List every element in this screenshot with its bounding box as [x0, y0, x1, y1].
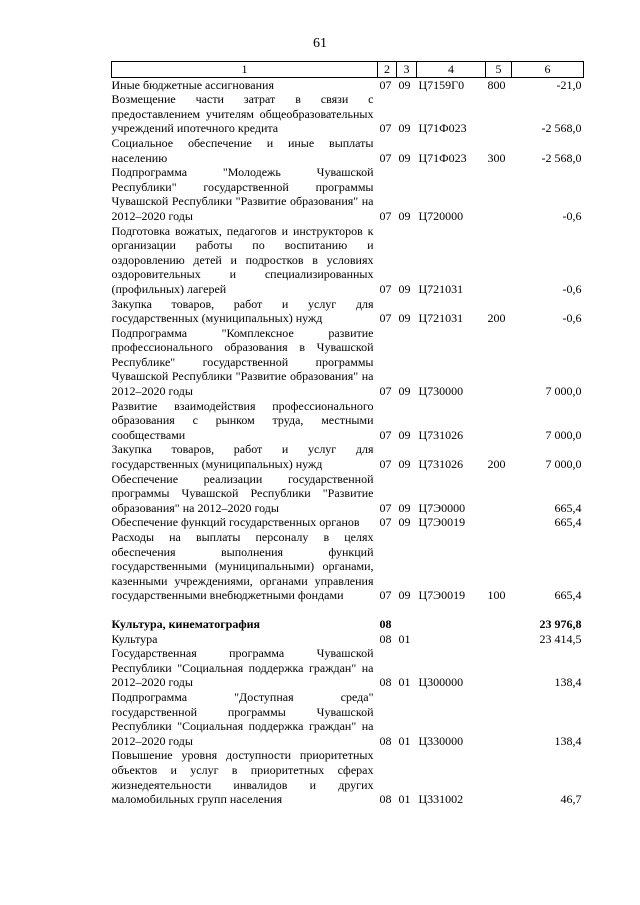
- table-row: [112, 399, 584, 443]
- expense-type-cell: [486, 632, 512, 647]
- row-name-cell: [112, 603, 378, 617]
- table-row: [112, 326, 584, 399]
- table-row: [112, 646, 584, 690]
- expense-type-cell: [486, 224, 512, 297]
- row-name-cell: Иные бюджетные ассигнования: [111, 77, 274, 92]
- header-cell-2: 2: [378, 62, 397, 78]
- row-name-cell: Подпрограмма "Доступная среда" государственной программы Чувашской Республики "Социальная поддержка граждан" на 2012–2020 годы: [111, 689, 374, 748]
- budget-table: [111, 61, 584, 807]
- row-name-cell: Подпрограмма "Молодежь Чувашской Республики" государственной программы Чувашской Республики "Развитие образования" на 2012–2020 годы: [111, 165, 374, 223]
- expense-type-cell: [486, 92, 512, 136]
- row-name-cell: Закупка товаров, работ и услуг для государственных (муниципальных) нужд: [111, 442, 374, 472]
- target-article-cell: Ц7Э0019: [418, 588, 466, 603]
- amount-cell: -21,0: [556, 77, 582, 92]
- section-code-cell: 08: [379, 631, 392, 646]
- subsection-code-cell: 09: [398, 150, 411, 165]
- expense-type-cell: 200: [487, 311, 506, 326]
- row-name-cell: Культура, кинематография: [111, 616, 261, 631]
- subsection-code-cell: [397, 617, 417, 632]
- section-code-cell: 08: [379, 616, 392, 631]
- target-article-cell: Ц331002: [418, 792, 464, 807]
- header-cell-5: 5: [486, 62, 512, 78]
- target-article-cell: Ц721031: [418, 281, 464, 296]
- table-row: [112, 617, 584, 632]
- amount-cell: -0,6: [562, 311, 582, 326]
- amount-cell: -0,6: [562, 208, 582, 223]
- target-article-cell: Ц721031: [418, 311, 464, 326]
- subsection-code-cell: [397, 603, 417, 617]
- expense-type-cell: [486, 399, 512, 443]
- amount-cell: [512, 603, 584, 617]
- amount-cell: 665,4: [554, 515, 582, 530]
- header-row: [112, 62, 584, 78]
- row-name-cell: Социальное обеспечение и иные выплаты населению: [111, 135, 374, 165]
- table-row: [112, 632, 584, 647]
- amount-cell: 665,4: [554, 500, 582, 515]
- table-row: [112, 224, 584, 297]
- table-row: [112, 92, 584, 136]
- amount-cell: 138,4: [554, 733, 582, 748]
- target-article-cell: Ц731026: [418, 427, 464, 442]
- table-row: [112, 136, 584, 165]
- row-name-cell: Культура: [111, 631, 158, 646]
- expense-type-cell: [486, 515, 512, 530]
- row-name-cell: Подготовка вожатых, педагогов и инструкторов к организации работы по воспитанию и оздоровлению детей и подростков в условиях оздоровительных и специализированных (профильных) лагерей: [111, 223, 374, 296]
- table-row: [112, 165, 584, 223]
- expense-type-cell: [486, 472, 512, 516]
- subsection-code-cell: 01: [398, 631, 411, 646]
- section-code-cell: 07: [379, 427, 392, 442]
- table-row: [112, 297, 584, 326]
- row-name-cell: Государственная программа Чувашской Республики "Социальная поддержка граждан" на 2012–2020 годы: [111, 646, 374, 690]
- subsection-code-cell: 09: [398, 77, 411, 92]
- target-article-cell: Ц330000: [418, 733, 464, 748]
- expense-type-cell: [486, 690, 512, 748]
- target-article-cell: Ц7Э0019: [418, 515, 466, 530]
- expense-type-cell: 200: [487, 457, 506, 472]
- subsection-code-cell: 09: [398, 457, 411, 472]
- amount-cell: 138,4: [554, 675, 582, 690]
- section-code-cell: [378, 603, 397, 617]
- section-code-cell: 08: [379, 733, 392, 748]
- row-name-cell: Подпрограмма "Комплексное развитие профессионального образования в Чувашской Республике" государственной программы Чувашской Республики "Развитие образования" на 2012–2020 годы: [111, 325, 374, 399]
- target-article-cell: Ц730000: [418, 384, 464, 399]
- amount-cell: 7 000,0: [545, 457, 582, 472]
- section-code-cell: 07: [379, 588, 392, 603]
- target-article-cell: Ц300000: [418, 675, 464, 690]
- section-code-cell: 07: [379, 500, 392, 515]
- table-row: [112, 748, 584, 806]
- row-name-cell: Повышение уровня доступности приоритетных объектов и услуг в приоритетных сферах жизнедеятельности инвалидов и других маломобильных групп населения: [111, 748, 374, 807]
- section-code-cell: 07: [379, 384, 392, 399]
- amount-cell: 23 414,5: [539, 631, 582, 646]
- amount-cell: 23 976,8: [539, 616, 582, 631]
- expense-type-cell: 300: [487, 150, 506, 165]
- section-code-cell: 07: [379, 121, 392, 136]
- page-number: 61: [313, 36, 327, 51]
- expense-type-cell: [486, 617, 512, 632]
- target-article-cell: Ц7159Г0: [418, 77, 465, 92]
- table-row: [112, 77, 584, 92]
- header-cell-4: 4: [417, 62, 486, 78]
- section-code-cell: 07: [379, 77, 392, 92]
- subsection-code-cell: 01: [398, 675, 411, 690]
- section-code-cell: 07: [379, 150, 392, 165]
- row-name-cell: Развитие взаимодействия профессионального образования с рынком труда, местными сообществами: [111, 398, 374, 442]
- table-row: [112, 472, 584, 516]
- table-row: [112, 515, 584, 530]
- subsection-code-cell: 09: [398, 121, 411, 136]
- subsection-code-cell: 09: [398, 311, 411, 326]
- amount-cell: 7 000,0: [545, 427, 582, 442]
- header-cell-3: 3: [397, 62, 417, 78]
- amount-cell: -2 568,0: [541, 150, 582, 165]
- row-name-cell: Закупка товаров, работ и услуг для государственных (муниципальных) нужд: [111, 296, 374, 326]
- table-row: [112, 442, 584, 471]
- amount-cell: -0,6: [562, 281, 582, 296]
- subsection-code-cell: 01: [398, 792, 411, 807]
- spacer-row: [112, 603, 584, 617]
- expense-type-cell: [486, 646, 512, 690]
- amount-cell: 665,4: [554, 588, 582, 603]
- table-body: [112, 77, 584, 807]
- target-article-cell: [417, 617, 486, 632]
- subsection-code-cell: 09: [398, 208, 411, 223]
- amount-cell: -2 568,0: [541, 121, 582, 136]
- section-code-cell: 07: [379, 515, 392, 530]
- section-code-cell: 07: [379, 311, 392, 326]
- row-name-cell: Возмещение части затрат в связи с предоставлением учителям общеобразовательных учреждений ипотечного кредита: [111, 92, 374, 136]
- subsection-code-cell: 09: [398, 384, 411, 399]
- expense-type-cell: [486, 326, 512, 399]
- subsection-code-cell: 09: [398, 515, 411, 530]
- header-cell-6: 6: [512, 62, 584, 78]
- expense-type-cell: [486, 748, 512, 806]
- amount-cell: 46,7: [560, 792, 582, 807]
- amount-cell: 7 000,0: [545, 384, 582, 399]
- target-article-cell: Ц720000: [418, 208, 464, 223]
- row-name-cell: Обеспечение функций государственных органов: [111, 515, 360, 530]
- expense-type-cell: 100: [487, 588, 506, 603]
- target-article-cell: Ц71Ф023: [418, 121, 467, 136]
- subsection-code-cell: 09: [398, 500, 411, 515]
- expense-type-cell: [486, 603, 512, 617]
- section-code-cell: 08: [379, 675, 392, 690]
- target-article-cell: [417, 632, 486, 647]
- subsection-code-cell: 01: [398, 733, 411, 748]
- target-article-cell: Ц71Ф023: [418, 150, 467, 165]
- section-code-cell: 08: [379, 792, 392, 807]
- subsection-code-cell: 09: [398, 588, 411, 603]
- target-article-cell: [417, 603, 486, 617]
- table-row: [112, 530, 584, 603]
- target-article-cell: Ц731026: [418, 457, 464, 472]
- row-name-cell: Расходы на выплаты персоналу в целях обеспечения выполнения функций государственными (муниципальными) органами, казенными учреждениями, органами управления государственными внебюджетными фондами: [111, 530, 374, 603]
- row-name-cell: Обеспечение реализации государственной программы Чувашской Республики "Развитие образования" на 2012–2020 годы: [111, 471, 374, 515]
- header-cell-1: 1: [112, 62, 378, 78]
- section-code-cell: 07: [379, 281, 392, 296]
- subsection-code-cell: 09: [398, 281, 411, 296]
- expense-type-cell: [486, 165, 512, 223]
- section-code-cell: 07: [379, 208, 392, 223]
- expense-type-cell: 800: [487, 77, 506, 92]
- subsection-code-cell: 09: [398, 427, 411, 442]
- section-code-cell: 07: [379, 457, 392, 472]
- table-row: [112, 690, 584, 748]
- target-article-cell: Ц7Э0000: [418, 500, 466, 515]
